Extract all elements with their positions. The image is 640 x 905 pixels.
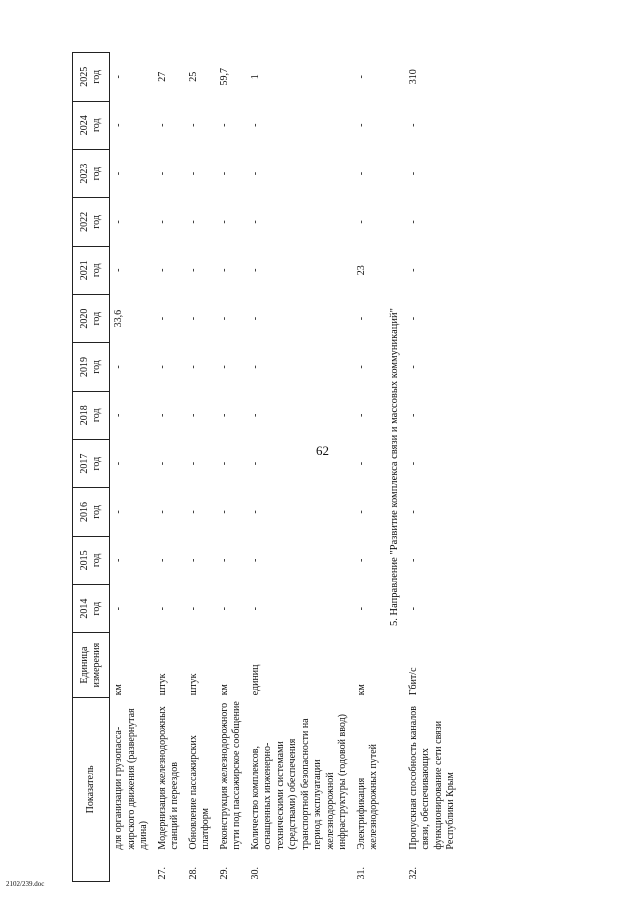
row-value: - — [218, 123, 230, 127]
row-indicator: Пропускная способность каналов связи, обеспечивающих функционирование сети связи Республики Крым — [407, 706, 457, 850]
header-year: 2015 год — [73, 536, 110, 584]
row-value: - — [187, 365, 199, 369]
row-value: - — [187, 606, 199, 611]
row-value: - — [407, 220, 419, 224]
footer-code: 2102/239.doc — [6, 880, 45, 888]
row-value: 59,7 — [218, 68, 230, 86]
row-value: - — [407, 268, 419, 272]
row-value: - — [407, 606, 419, 611]
row-value: - — [218, 171, 230, 176]
row-value: - — [156, 510, 168, 514]
row-value: - — [187, 413, 199, 417]
row-value: - — [156, 220, 168, 224]
row-value: - — [407, 461, 419, 466]
row-value: - — [218, 461, 230, 466]
row-value: - — [407, 171, 419, 176]
row-value: - — [355, 413, 367, 417]
row-unit: штук — [156, 673, 168, 696]
row-value: - — [355, 123, 367, 127]
row-value: - — [218, 606, 230, 611]
row-value: 23 — [355, 265, 367, 276]
row-indicator: Электрификация железнодорожных путей — [355, 743, 379, 850]
row-value: - — [218, 558, 230, 562]
header-year: 2014 год — [73, 584, 110, 632]
header-year: 2017 год — [73, 439, 110, 487]
row-value: - — [187, 558, 199, 562]
row-value: - — [355, 220, 367, 224]
header-year: 2024 год — [73, 101, 110, 149]
table-row — [110, 53, 154, 882]
row-value: - — [355, 316, 367, 321]
row-number: 27. — [156, 867, 168, 880]
row-value: - — [187, 510, 199, 514]
row-value: - — [187, 268, 199, 272]
row-value: - — [407, 316, 419, 321]
row-value: - — [407, 365, 419, 369]
row-value: - — [156, 461, 168, 466]
row-indicator: Количество комплексов, оснащенных инженерно-техническими системами (средствами) обеспечения транспортной безопасности на период эксплуатации железнодорожной инфраструктуры (годовой ввод) — [249, 713, 348, 850]
row-value: - — [113, 220, 124, 224]
header-year: 2016 год — [73, 488, 110, 536]
row-value: - — [218, 365, 230, 369]
row-value: - — [113, 268, 124, 272]
header-year: 2020 год — [73, 294, 110, 342]
row-number: 31. — [355, 867, 367, 880]
row-value: - — [355, 558, 367, 562]
row-value: - — [407, 123, 419, 127]
row-value: - — [113, 123, 124, 127]
row-value: - — [249, 558, 261, 562]
table-row — [154, 53, 185, 882]
row-value: - — [218, 268, 230, 272]
row-value: - — [187, 123, 199, 127]
row-indicator: для организации грузопасса-жирского движения (развернутая длина) — [113, 708, 149, 850]
row-indicator: Обновление пассажирских платформ — [187, 735, 211, 850]
row-value: - — [355, 606, 367, 611]
row-value: - — [355, 365, 367, 369]
row-value: 33,6 — [113, 309, 124, 328]
row-unit: км — [113, 684, 124, 696]
table-body — [110, 53, 461, 882]
row-value: - — [249, 606, 261, 611]
row-value: - — [156, 558, 168, 562]
row-value: - — [249, 461, 261, 466]
section-row — [384, 53, 405, 882]
indicators-table — [72, 52, 461, 882]
rotated-table-container — [72, 52, 584, 882]
row-indicator: Реконструкция железнодорожного пути под пассажирское сообщение — [218, 701, 242, 850]
header-year: 2021 год — [73, 246, 110, 294]
row-value: - — [218, 413, 230, 417]
row-indicator: Модернизация железнодорожных станций и переездов — [156, 706, 180, 850]
header-year: 2019 год — [73, 343, 110, 391]
row-value: - — [156, 365, 168, 369]
row-value: - — [156, 123, 168, 127]
table-row — [247, 53, 353, 882]
page-number: 62 — [316, 443, 329, 458]
row-unit: единиц — [249, 664, 261, 696]
row-number: 30. — [249, 867, 261, 880]
row-value: - — [187, 220, 199, 224]
header-year: 2025 год — [73, 53, 110, 102]
row-value: 1 — [249, 74, 261, 80]
row-value: - — [156, 268, 168, 272]
row-value: - — [407, 510, 419, 514]
row-unit: Гбит/с — [407, 667, 419, 696]
row-value: - — [218, 510, 230, 514]
row-value: - — [218, 316, 230, 321]
row-value: - — [156, 606, 168, 611]
row-number: 32. — [407, 867, 419, 880]
row-value: - — [113, 510, 124, 514]
row-value: - — [113, 75, 124, 79]
row-unit: км — [355, 684, 367, 696]
table-row — [216, 53, 247, 882]
header-year: 2022 год — [73, 198, 110, 246]
row-value: 27 — [156, 71, 168, 82]
row-value: - — [249, 123, 261, 127]
row-number: 29. — [218, 867, 230, 880]
section-title: 5. Направление "Развитие комплекса связи и массовых коммуникаций" — [388, 308, 400, 626]
row-value: 310 — [407, 69, 419, 85]
row-value: - — [218, 220, 230, 224]
row-value: - — [249, 268, 261, 272]
row-value: - — [249, 365, 261, 369]
row-value: - — [156, 316, 168, 321]
row-value: - — [187, 171, 199, 176]
row-value: - — [113, 413, 124, 417]
table-row — [353, 53, 384, 882]
row-value: - — [249, 510, 261, 514]
header-year: 2018 год — [73, 391, 110, 439]
header-indicator: Показатель — [73, 697, 110, 881]
table-row — [185, 53, 216, 882]
row-value: - — [113, 606, 124, 611]
row-value: - — [156, 413, 168, 417]
row-value: - — [249, 171, 261, 176]
row-value: - — [407, 413, 419, 417]
row-value: - — [113, 365, 124, 369]
row-number — [110, 852, 154, 882]
row-value: - — [156, 171, 168, 176]
row-value: - — [355, 510, 367, 514]
header-year: 2023 год — [73, 149, 110, 197]
row-value: - — [249, 220, 261, 224]
row-value: - — [249, 413, 261, 417]
row-value: - — [407, 558, 419, 562]
header-unit: Единица измерения — [73, 633, 110, 697]
row-value: 25 — [187, 71, 199, 82]
row-unit: штук — [187, 673, 199, 696]
row-value: - — [355, 461, 367, 466]
row-value: - — [113, 171, 124, 176]
row-value: - — [113, 461, 124, 466]
row-unit: км — [218, 684, 230, 696]
row-value: - — [113, 558, 124, 562]
row-value: - — [355, 171, 367, 176]
row-value: - — [355, 75, 367, 79]
row-value: - — [187, 316, 199, 321]
table-row — [405, 53, 461, 882]
table-header — [73, 53, 110, 882]
row-value: - — [249, 316, 261, 321]
row-number: 28. — [187, 867, 199, 880]
row-value: - — [187, 461, 199, 466]
